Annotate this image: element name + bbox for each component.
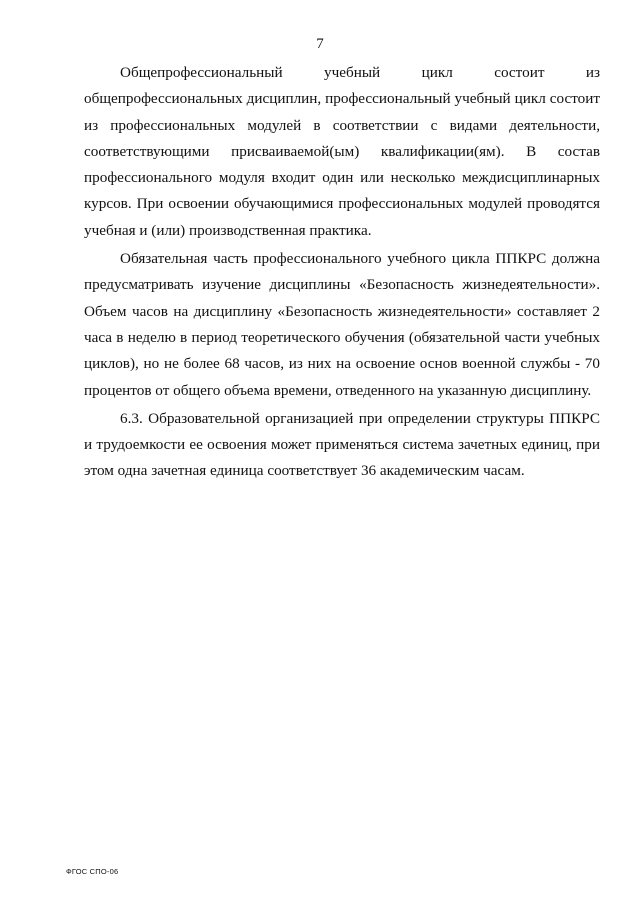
paragraph-life-safety-discipline: Обязательная часть профессионального учебного цикла ППКРС должна предусматривать изучение дисциплины «Безопасность жизнедеятельности». Объем часов на дисциплину «Безопасность жизнедеятельности» составляет 2 часа в неделю в период теоретического обучения (обязательной части учебных циклов), но не более 68 часов, из них на освоение основ военной службы - 70 процентов от общего объема времени, отведенного на указанную дисциплину. (84, 250, 600, 399)
paragraph-credit-units: 6.3. Образовательной организацией при определении структуры ППКРС и трудоемкости ее освоения может применяться система зачетных единиц, при этом одна зачетная единица соответствует 36 академическим часам. (84, 409, 600, 480)
footer-document-code: ФГОС СПО-06 (66, 867, 119, 876)
document-body (84, 60, 600, 485)
page-number: 7 (316, 36, 324, 52)
paragraph-general-professional-cycle: Общепрофессиональный учебный цикл состоит из общепрофессиональных дисциплин, профессиональный учебный цикл состоит из профессиональных модулей в соответствии с видами деятельности, соответствующими присваиваемой(ым) квалификации(ям). В состав профессионального модуля входит один или несколько междисциплинарных курсов. При освоении обучающимися профессиональных модулей проводятся учебная и (или) производственная практика. (84, 64, 600, 239)
